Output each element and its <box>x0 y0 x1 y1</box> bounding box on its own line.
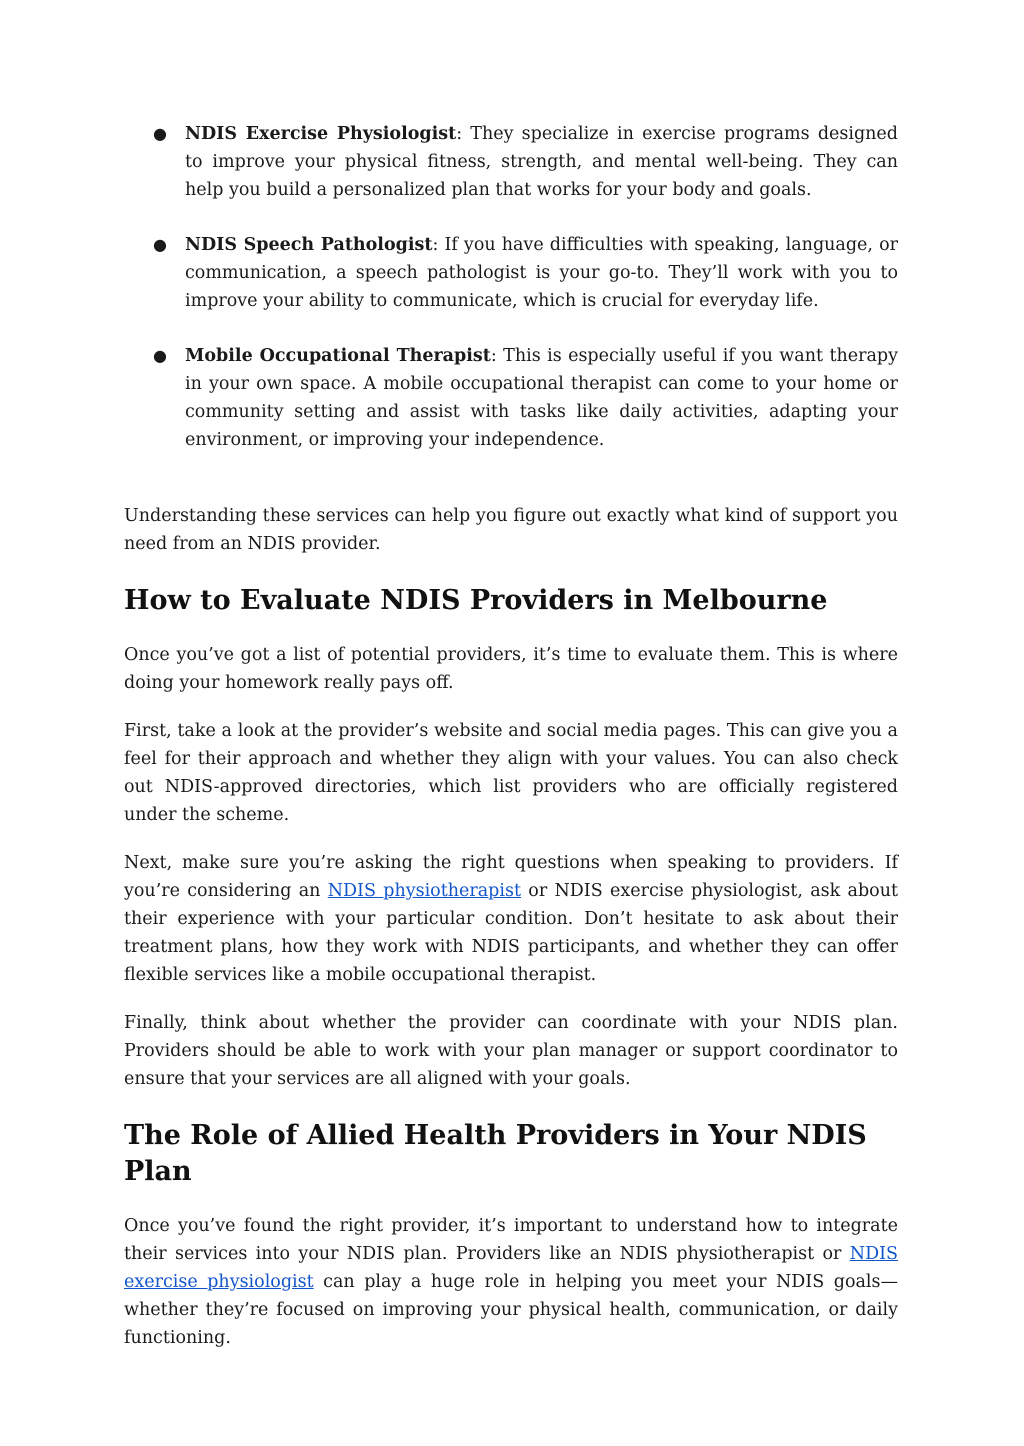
evaluate-paragraph-2: First, take a look at the provider’s website and social media pages. This can give you a feel for their approach and whether they align with your values. You can also check out NDIS-approved directories, which list providers who are officially registered under the scheme. <box>124 721 898 825</box>
ndis-exercise-physiologist-link[interactable]: NDIS exercise physiologist <box>124 1244 898 1292</box>
paragraph-text: Next, make sure you’re asking the right questions when speaking to providers. If you’re considering an <box>124 853 898 901</box>
list-item <box>124 231 898 315</box>
bullet-term: NDIS Exercise Physiologist <box>185 124 457 144</box>
bullet-text: : This is especially useful if you want therapy in your own space. A mobile occupational therapist can come to your home or community setting and assist with tasks like daily activities, adapting your environment, or improving your independence. <box>185 346 898 450</box>
paragraph-text: or NDIS exercise physiologist, ask about their experience with your particular condition. Don’t hesitate to ask about their treatment plans, how they work with NDIS participants, and whether they can offer flexible services like a mobile occupational therapist. <box>124 881 898 985</box>
bullet-text: : They specialize in exercise programs designed to improve your physical fitness, strength, and mental well-being. They can help you build a personalized plan that works for your body and goals. <box>185 124 898 200</box>
paragraph-text: can play a huge role in helping you meet your NDIS goals—whether they’re focused on improving your physical health, communication, or daily functioning. <box>124 1272 898 1348</box>
bullet-icon: ● <box>153 124 167 143</box>
services-bullet-list <box>124 120 898 454</box>
list-item <box>124 342 898 454</box>
allied-health-paragraph <box>124 1212 898 1352</box>
bullet-term: Mobile Occupational Therapist <box>185 346 491 366</box>
intro-paragraph: Understanding these services can help you figure out exactly what kind of support you need from an NDIS provider. <box>124 506 898 554</box>
bullet-text: : If you have difficulties with speaking, language, or communication, a speech pathologist is your go-to. They’ll work with you to improve your ability to communicate, which is crucial for everyday life. <box>185 235 898 311</box>
evaluate-paragraph-3 <box>124 849 898 989</box>
section-heading-evaluate: How to Evaluate NDIS Providers in Melbourne <box>124 585 828 616</box>
section-heading-allied-health: The Role of Allied Health Providers in Your NDIS Plan <box>124 1120 867 1187</box>
list-item <box>124 120 898 204</box>
document-content <box>124 120 898 1352</box>
bullet-icon: ● <box>153 235 167 254</box>
evaluate-paragraph-1: Once you’ve got a list of potential providers, it’s time to evaluate them. This is where doing your homework really pays off. <box>124 645 898 693</box>
evaluate-paragraph-4: Finally, think about whether the provider can coordinate with your NDIS plan. Providers should be able to work with your plan manager or support coordinator to ensure that your services are all aligned with your goals. <box>124 1013 898 1089</box>
bullet-icon: ● <box>153 346 167 365</box>
paragraph-text: Once you’ve found the right provider, it’s important to understand how to integrate their services into your NDIS plan. Providers like an NDIS physiotherapist or <box>124 1216 898 1264</box>
ndis-physiotherapist-link[interactable]: NDIS physiotherapist <box>327 881 521 901</box>
bullet-term: NDIS Speech Pathologist <box>185 235 433 255</box>
